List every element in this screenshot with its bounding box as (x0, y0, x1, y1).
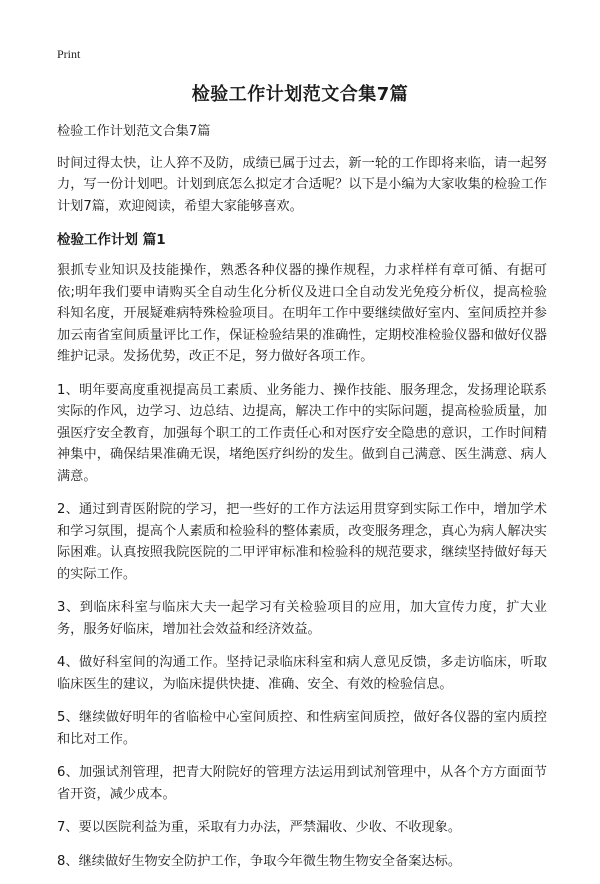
section-heading: 检验工作计划 篇1 (57, 232, 166, 248)
document-subtitle: 检验工作计划范文合集7篇 (57, 124, 211, 139)
plan-item-5: 5、继续做好明年的省临检中心室间质控、和性病室间质控，做好各仪器的室内质控和比对工作。 (57, 710, 547, 747)
plan-item-1: 1、明年要高度重视提高员工素质、业务能力、操作技能、服务理念，发扬理论联系实际的作风，边学习、边总结、边提高，解决工作中的实际问题，提高检验质量，加强医疗安全教育，加强每个职工的工作责任心和对医疗安全隐患的意识，工作时间精神集中，确保结果准确无误，堵绝医疗纠纷的发生。做到自己满意、医生满意、病人满意。 (57, 382, 547, 484)
plan-item-7: 7、要以医院利益为重，采取有力办法，严禁漏收、少收、不收现象。 (57, 820, 462, 835)
print-link[interactable]: Print (57, 47, 81, 61)
plan-item-8: 8、继续做好生物安全防护工作，争取今年微生物生物安全备案达标。 (57, 853, 462, 869)
section-opening-paragraph: 狠抓专业知识及技能操作，熟悉各种仪器的操作规程，力求样样有章可循、有据可依;明年我们要申请购买全自动生化分析仪及进口全自动发光免疫分析仪，提高检验科知名度，开展疑难病特殊检验项目。在明年工作中要继续做好室内、室间质控并参加云南省室间质量评比工作，保证检验结果的准确性，定期校准检验仪器和做好仪器维护记录。发扬优势，改正不足，努力做好各项工作。 (57, 263, 547, 364)
document-title: 检验工作计划范文合集7篇 (191, 84, 409, 105)
plan-item-2: 2、通过到青医附院的学习，把一些好的工作方法运用贯穿到实际工作中，增加学术和学习氛围，提高个人素质和检验科的整体素质，改变服务理念，真心为病人解决实际困难。认真按照我院医院的二甲评审标准和检验科的规范要求，继续坚持做好每天的实际工作。 (57, 502, 547, 582)
plan-item-6: 6、加强试剂管理，把青大附院好的管理方法运用到试剂管理中，从各个方方面面节省开资，减少成本。 (57, 765, 547, 802)
document-body (57, 121, 547, 884)
intro-paragraph: 时间过得太快，让人猝不及防，成绩已属于过去，新一轮的工作即将来临，请一起努力，写一份计划吧。计划到底怎么拟定才合适呢？以下是小编为大家收集的检验工作计划7篇，欢迎阅读，希望大家能够喜欢。 (57, 155, 547, 214)
plan-item-4: 4、做好科室间的沟通工作。坚持记录临床科室和病人意见反馈，多走访临床，听取临床医生的建议，为临床提供快捷、准确、安全、有效的检验信息。 (57, 655, 547, 692)
plan-item-3: 3、到临床科室与临床大夫一起学习有关检验项目的应用，加大宣传力度，扩大业务，服务好临床，增加社会效益和经济效益。 (57, 600, 547, 637)
